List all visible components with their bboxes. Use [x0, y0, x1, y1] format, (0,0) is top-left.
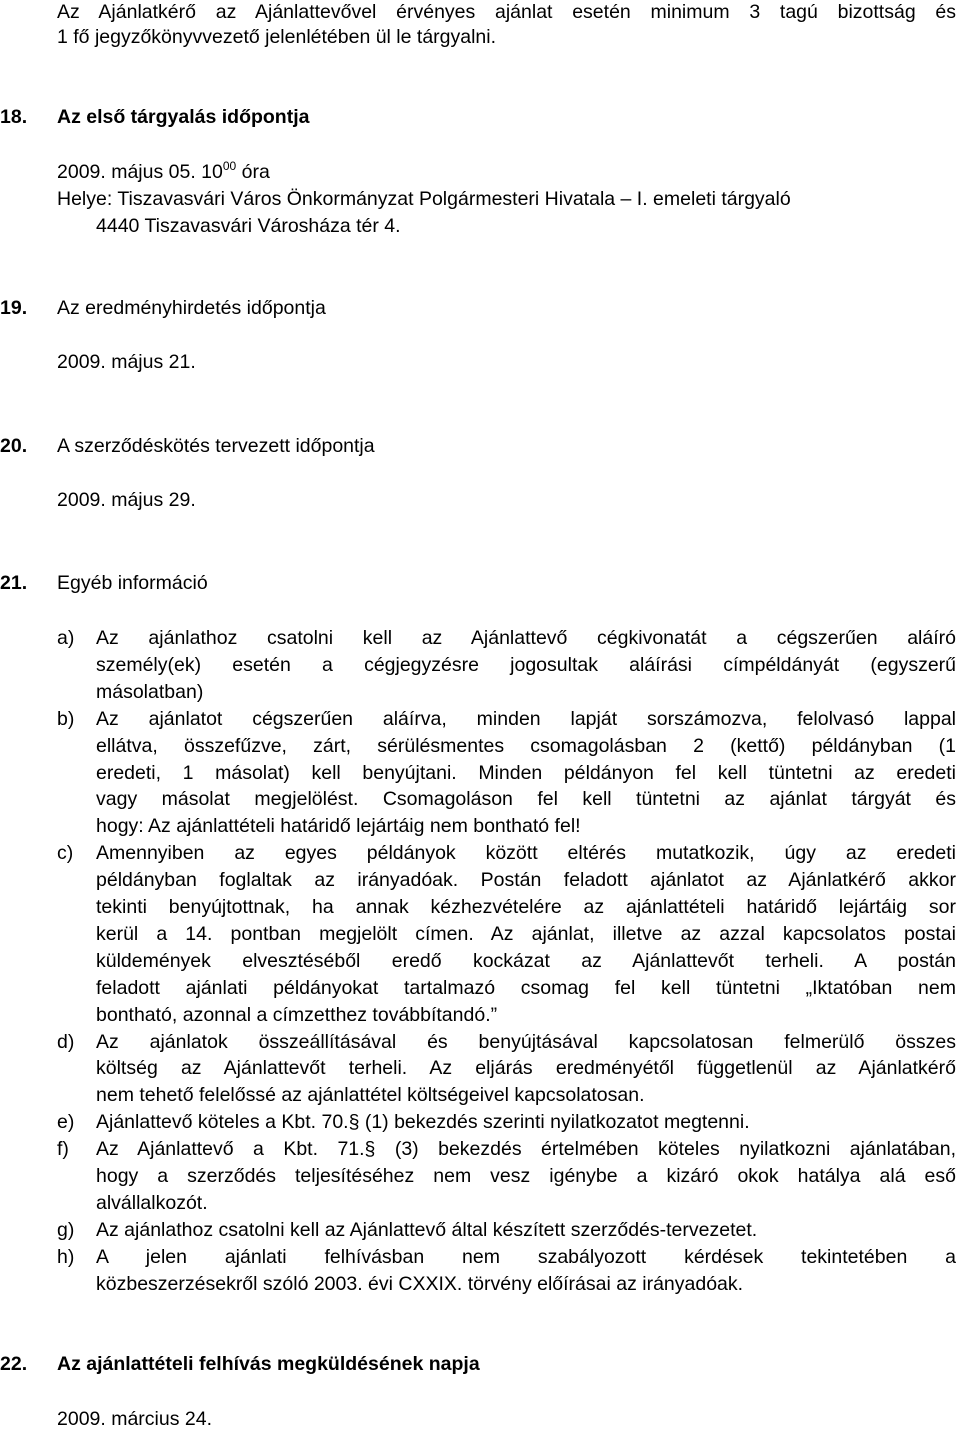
list-item-label: h) [57, 1245, 75, 1268]
list-item-line: vagy másolat megjelölést. Csomagoláson fel kell tüntetni az ajánlat tárgyát és [96, 788, 956, 811]
section-number: 21. [0, 572, 28, 594]
intro-line: Az Ajánlatkérő az Ajánlattevővel érvényes ajánlat esetén minimum 3 tagú bizottság és [57, 1, 956, 23]
list-item-line: másolatban) [96, 680, 204, 703]
list-item-line: Az ajánlatok összeállításával és benyújtásával kapcsolatosan felmerülő összes [96, 1030, 956, 1053]
list-item-line: A jelen ajánlati felhívásban nem szabályozott kérdések tekintetében a [96, 1245, 956, 1268]
list-item-line: példányban foglaltak az irányadóak. Postán feladott ajánlatot az Ajánlatkérő akkor [96, 869, 956, 892]
list-item-line: személy(ek) esetén a cégjegyzésre jogosultak aláírási címpéldányát (egyszerű [96, 653, 956, 676]
section-date: 2009. május 29. [57, 489, 196, 511]
section-title: A szerződéskötés tervezett időpontja [57, 435, 375, 457]
list-item-line: nem tehető felelőssé az ajánlattétel költségeivel kapcsolatosan. [96, 1084, 645, 1107]
list-item-line: eredeti, 1 másolat) kell benyújtani. Minden példányon fel kell tüntetni az eredeti [96, 761, 956, 784]
list-item-label: d) [57, 1030, 75, 1053]
section-number: 22. [0, 1353, 28, 1375]
list-item-line: feladott ajánlati példányokat tartalmazó csomag fel kell tüntetni „Iktatóban nem [96, 976, 956, 999]
list-item-label: c) [57, 842, 74, 865]
meeting-place: Helye: Tiszavasvári Város Önkormányzat Polgármesteri Hivatala – I. emeleti tárgyaló [57, 188, 791, 210]
list-item-line: Az ajánlathoz csatolni kell az Ajánlattevő cégkivonatát a cégszerűen aláíró [96, 627, 956, 649]
intro-line: 1 fő jegyzőkönyvvezető jelenlétében ül le tárgyalni. [57, 26, 497, 48]
section-title: Az eredményhirdetés időpontja [57, 297, 326, 319]
list-item-line: hogy: Az ajánlattételi határidő lejártáig nem bontható fel! [96, 815, 581, 838]
section-title: Az első tárgyalás időpontja [57, 106, 310, 128]
section-number: 18. [0, 106, 28, 128]
list-item-label: b) [57, 707, 75, 730]
list-item-line: költség az Ajánlattevőt terheli. Az eljárás eredményétől függetlenül az Ajánlatkérő [96, 1057, 956, 1080]
list-item-label: g) [57, 1218, 75, 1241]
list-item-label: e) [57, 1111, 75, 1134]
section-date: 2009. március 24. [57, 1408, 213, 1430]
meeting-date: 2009. május 05. $10^{00}$ óra [57, 159, 270, 183]
list-item-label: a) [57, 627, 75, 649]
meeting-address: 4440 Tiszavasvári Városháza tér 4. [96, 215, 401, 237]
list-item-line: Az ajánlatot cégszerűen aláírva, minden lapját sorszámozva, felolvasó lappal [96, 707, 956, 730]
section-title: Egyéb információ [57, 572, 208, 594]
list-item-label: f) [57, 1138, 69, 1161]
list-item-line: küldemények elvesztéséből eredő kockázat az Ajánlattevőt terheli. A postán [96, 949, 956, 972]
list-item-line: alvállalkozót. [96, 1191, 208, 1214]
section-date: 2009. május 21. [57, 351, 196, 373]
list-item-line: bontható, azonnal a címzetthez továbbítandó.” [96, 1003, 498, 1026]
section-title: Az ajánlattételi felhívás megküldésének napja [57, 1353, 480, 1375]
list-item-line: Ajánlattevő köteles a Kbt. 70.§ (1) bekezdés szerinti nyilatkozatot megtenni. [96, 1111, 750, 1134]
section-number: 20. [0, 435, 28, 457]
list-item-line: kerül a 14. pontban megjelölt címen. Az ajánlat, illetve az azzal kapcsolatos postai [96, 922, 956, 945]
list-item-line: ellátva, összefűzve, zárt, sérülésmentes csomagolásban 2 (kettő) példányban (1 [96, 734, 956, 757]
list-item-line: közbeszerzésekről szóló 2003. évi CXXIX. törvény előírásai az irányadóak. [96, 1272, 744, 1295]
list-item-line: Az Ajánlattevő a Kbt. 71.§ (3) bekezdés értelmében köteles nyilatkozni ajánlatában, [96, 1138, 956, 1161]
section-number: 19. [0, 297, 28, 319]
list-item-line: Az ajánlathoz csatolni kell az Ajánlattevő által készített szerződés-tervezetet. [96, 1218, 758, 1241]
list-item-line: hogy a szerződés teljesítéséhez nem vesz igénybe a kizáró okok hatálya alá eső [96, 1165, 956, 1187]
list-item-line: tekinti benyújtottnak, ha annak kézhezvételére az ajánlattételi határidő lejártáig sor [96, 896, 956, 918]
list-item-line: Amennyiben az egyes példányok között eltérés mutatkozik, úgy az eredeti [96, 842, 956, 865]
